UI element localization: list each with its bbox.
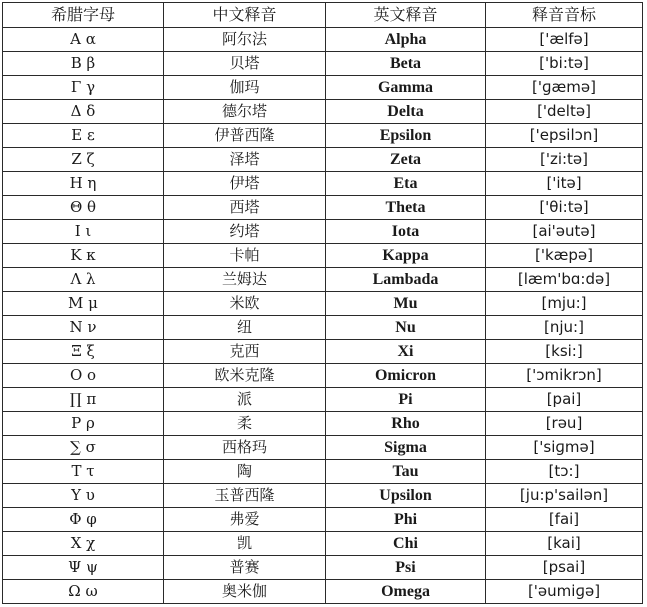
english-name-cell: Chi bbox=[326, 532, 486, 556]
header-phonetic-symbol: 释音音标 bbox=[486, 3, 643, 28]
greek-letter-cell: Υ υ bbox=[3, 484, 164, 508]
phonetic-symbol-cell: [ju:p'sailən] bbox=[486, 484, 643, 508]
table-row bbox=[3, 28, 643, 52]
english-name-cell: Alpha bbox=[326, 28, 486, 52]
greek-letter-cell: Η η bbox=[3, 172, 164, 196]
chinese-pronunciation-cell: 凯 bbox=[164, 532, 326, 556]
greek-letter-cell: Α α bbox=[3, 28, 164, 52]
phonetic-symbol-cell: [ksi:] bbox=[486, 340, 643, 364]
greek-letter-cell: Ω ω bbox=[3, 580, 164, 604]
greek-letter-cell: Χ χ bbox=[3, 532, 164, 556]
greek-alphabet-table bbox=[2, 2, 643, 604]
table-row bbox=[3, 148, 643, 172]
english-name-cell: Upsilon bbox=[326, 484, 486, 508]
chinese-pronunciation-cell: 陶 bbox=[164, 460, 326, 484]
table-row bbox=[3, 124, 643, 148]
phonetic-symbol-cell: [tɔ:] bbox=[486, 460, 643, 484]
chinese-pronunciation-cell: 玉普西隆 bbox=[164, 484, 326, 508]
phonetic-symbol-cell: ['itə] bbox=[486, 172, 643, 196]
chinese-pronunciation-cell: 泽塔 bbox=[164, 148, 326, 172]
header-chinese-pronunciation: 中文释音 bbox=[164, 3, 326, 28]
table-row bbox=[3, 196, 643, 220]
chinese-pronunciation-cell: 贝塔 bbox=[164, 52, 326, 76]
english-name-cell: Epsilon bbox=[326, 124, 486, 148]
chinese-pronunciation-cell: 伽玛 bbox=[164, 76, 326, 100]
chinese-pronunciation-cell: 伊塔 bbox=[164, 172, 326, 196]
table-row bbox=[3, 52, 643, 76]
chinese-pronunciation-cell: 派 bbox=[164, 388, 326, 412]
chinese-pronunciation-cell: 兰姆达 bbox=[164, 268, 326, 292]
english-name-cell: Kappa bbox=[326, 244, 486, 268]
greek-letter-cell: Φ φ bbox=[3, 508, 164, 532]
english-name-cell: Tau bbox=[326, 460, 486, 484]
phonetic-symbol-cell: ['θi:tə] bbox=[486, 196, 643, 220]
phonetic-symbol-cell: [nju:] bbox=[486, 316, 643, 340]
chinese-pronunciation-cell: 米欧 bbox=[164, 292, 326, 316]
greek-letter-cell: Μ μ bbox=[3, 292, 164, 316]
english-name-cell: Lambada bbox=[326, 268, 486, 292]
english-name-cell: Theta bbox=[326, 196, 486, 220]
chinese-pronunciation-cell: 西格玛 bbox=[164, 436, 326, 460]
english-name-cell: Zeta bbox=[326, 148, 486, 172]
greek-letter-cell: Ξ ξ bbox=[3, 340, 164, 364]
table-row bbox=[3, 100, 643, 124]
english-name-cell: Omega bbox=[326, 580, 486, 604]
table-row bbox=[3, 364, 643, 388]
table-row bbox=[3, 556, 643, 580]
phonetic-symbol-cell: ['ɡæmə] bbox=[486, 76, 643, 100]
english-name-cell: Sigma bbox=[326, 436, 486, 460]
phonetic-symbol-cell: ['ɔmikrɔn] bbox=[486, 364, 643, 388]
table-row bbox=[3, 532, 643, 556]
phonetic-symbol-cell: [ai'əutə] bbox=[486, 220, 643, 244]
english-name-cell: Eta bbox=[326, 172, 486, 196]
phonetic-symbol-cell: ['siɡmə] bbox=[486, 436, 643, 460]
greek-letter-cell: Ν ν bbox=[3, 316, 164, 340]
english-name-cell: Xi bbox=[326, 340, 486, 364]
table-body bbox=[3, 28, 643, 604]
phonetic-symbol-cell: ['bi:tə] bbox=[486, 52, 643, 76]
phonetic-symbol-cell: ['kæpə] bbox=[486, 244, 643, 268]
phonetic-symbol-cell: ['zi:tə] bbox=[486, 148, 643, 172]
greek-letter-cell: ∑ σ bbox=[3, 436, 164, 460]
header-english-name: 英文释音 bbox=[326, 3, 486, 28]
phonetic-symbol-cell: ['əumiɡə] bbox=[486, 580, 643, 604]
greek-letter-cell: ∏ π bbox=[3, 388, 164, 412]
phonetic-symbol-cell: ['deltə] bbox=[486, 100, 643, 124]
chinese-pronunciation-cell: 奥米伽 bbox=[164, 580, 326, 604]
chinese-pronunciation-cell: 欧米克隆 bbox=[164, 364, 326, 388]
table-row bbox=[3, 508, 643, 532]
greek-letter-cell: Ζ ζ bbox=[3, 148, 164, 172]
table-row bbox=[3, 172, 643, 196]
greek-letter-cell: Γ γ bbox=[3, 76, 164, 100]
greek-letter-cell: Β β bbox=[3, 52, 164, 76]
phonetic-symbol-cell: [rəu] bbox=[486, 412, 643, 436]
header-row bbox=[3, 3, 643, 28]
table-row bbox=[3, 340, 643, 364]
english-name-cell: Beta bbox=[326, 52, 486, 76]
greek-letter-cell: Ι ι bbox=[3, 220, 164, 244]
phonetic-symbol-cell: [pai] bbox=[486, 388, 643, 412]
english-name-cell: Phi bbox=[326, 508, 486, 532]
greek-letter-cell: Ψ ψ bbox=[3, 556, 164, 580]
chinese-pronunciation-cell: 阿尔法 bbox=[164, 28, 326, 52]
table-row bbox=[3, 220, 643, 244]
table-header bbox=[3, 3, 643, 28]
phonetic-symbol-cell: [læm'bɑ:də] bbox=[486, 268, 643, 292]
table-row bbox=[3, 292, 643, 316]
english-name-cell: Omicron bbox=[326, 364, 486, 388]
chinese-pronunciation-cell: 纽 bbox=[164, 316, 326, 340]
english-name-cell: Nu bbox=[326, 316, 486, 340]
chinese-pronunciation-cell: 卡帕 bbox=[164, 244, 326, 268]
chinese-pronunciation-cell: 西塔 bbox=[164, 196, 326, 220]
greek-letter-cell: Ρ ρ bbox=[3, 412, 164, 436]
table-row bbox=[3, 412, 643, 436]
chinese-pronunciation-cell: 伊普西隆 bbox=[164, 124, 326, 148]
greek-letter-cell: Λ λ bbox=[3, 268, 164, 292]
phonetic-symbol-cell: ['ælfə] bbox=[486, 28, 643, 52]
chinese-pronunciation-cell: 约塔 bbox=[164, 220, 326, 244]
greek-letter-cell: Ο ο bbox=[3, 364, 164, 388]
phonetic-symbol-cell: [mju:] bbox=[486, 292, 643, 316]
english-name-cell: Iota bbox=[326, 220, 486, 244]
table-row bbox=[3, 388, 643, 412]
phonetic-symbol-cell: [fai] bbox=[486, 508, 643, 532]
english-name-cell: Delta bbox=[326, 100, 486, 124]
table-row bbox=[3, 460, 643, 484]
english-name-cell: Rho bbox=[326, 412, 486, 436]
english-name-cell: Pi bbox=[326, 388, 486, 412]
chinese-pronunciation-cell: 弗爱 bbox=[164, 508, 326, 532]
table-row bbox=[3, 76, 643, 100]
table-row bbox=[3, 244, 643, 268]
greek-letter-cell: Ε ε bbox=[3, 124, 164, 148]
table-row bbox=[3, 316, 643, 340]
phonetic-symbol-cell: [psai] bbox=[486, 556, 643, 580]
table-row bbox=[3, 268, 643, 292]
chinese-pronunciation-cell: 克西 bbox=[164, 340, 326, 364]
header-greek-letter: 希腊字母 bbox=[3, 3, 164, 28]
greek-letter-cell: Κ κ bbox=[3, 244, 164, 268]
table-row bbox=[3, 436, 643, 460]
greek-letter-cell: Δ δ bbox=[3, 100, 164, 124]
greek-letter-cell: Τ τ bbox=[3, 460, 164, 484]
greek-letter-cell: Θ θ bbox=[3, 196, 164, 220]
table-row bbox=[3, 484, 643, 508]
table-row bbox=[3, 580, 643, 604]
chinese-pronunciation-cell: 普赛 bbox=[164, 556, 326, 580]
chinese-pronunciation-cell: 德尔塔 bbox=[164, 100, 326, 124]
chinese-pronunciation-cell: 柔 bbox=[164, 412, 326, 436]
english-name-cell: Mu bbox=[326, 292, 486, 316]
phonetic-symbol-cell: ['epsilɔn] bbox=[486, 124, 643, 148]
english-name-cell: Psi bbox=[326, 556, 486, 580]
phonetic-symbol-cell: [kai] bbox=[486, 532, 643, 556]
english-name-cell: Gamma bbox=[326, 76, 486, 100]
